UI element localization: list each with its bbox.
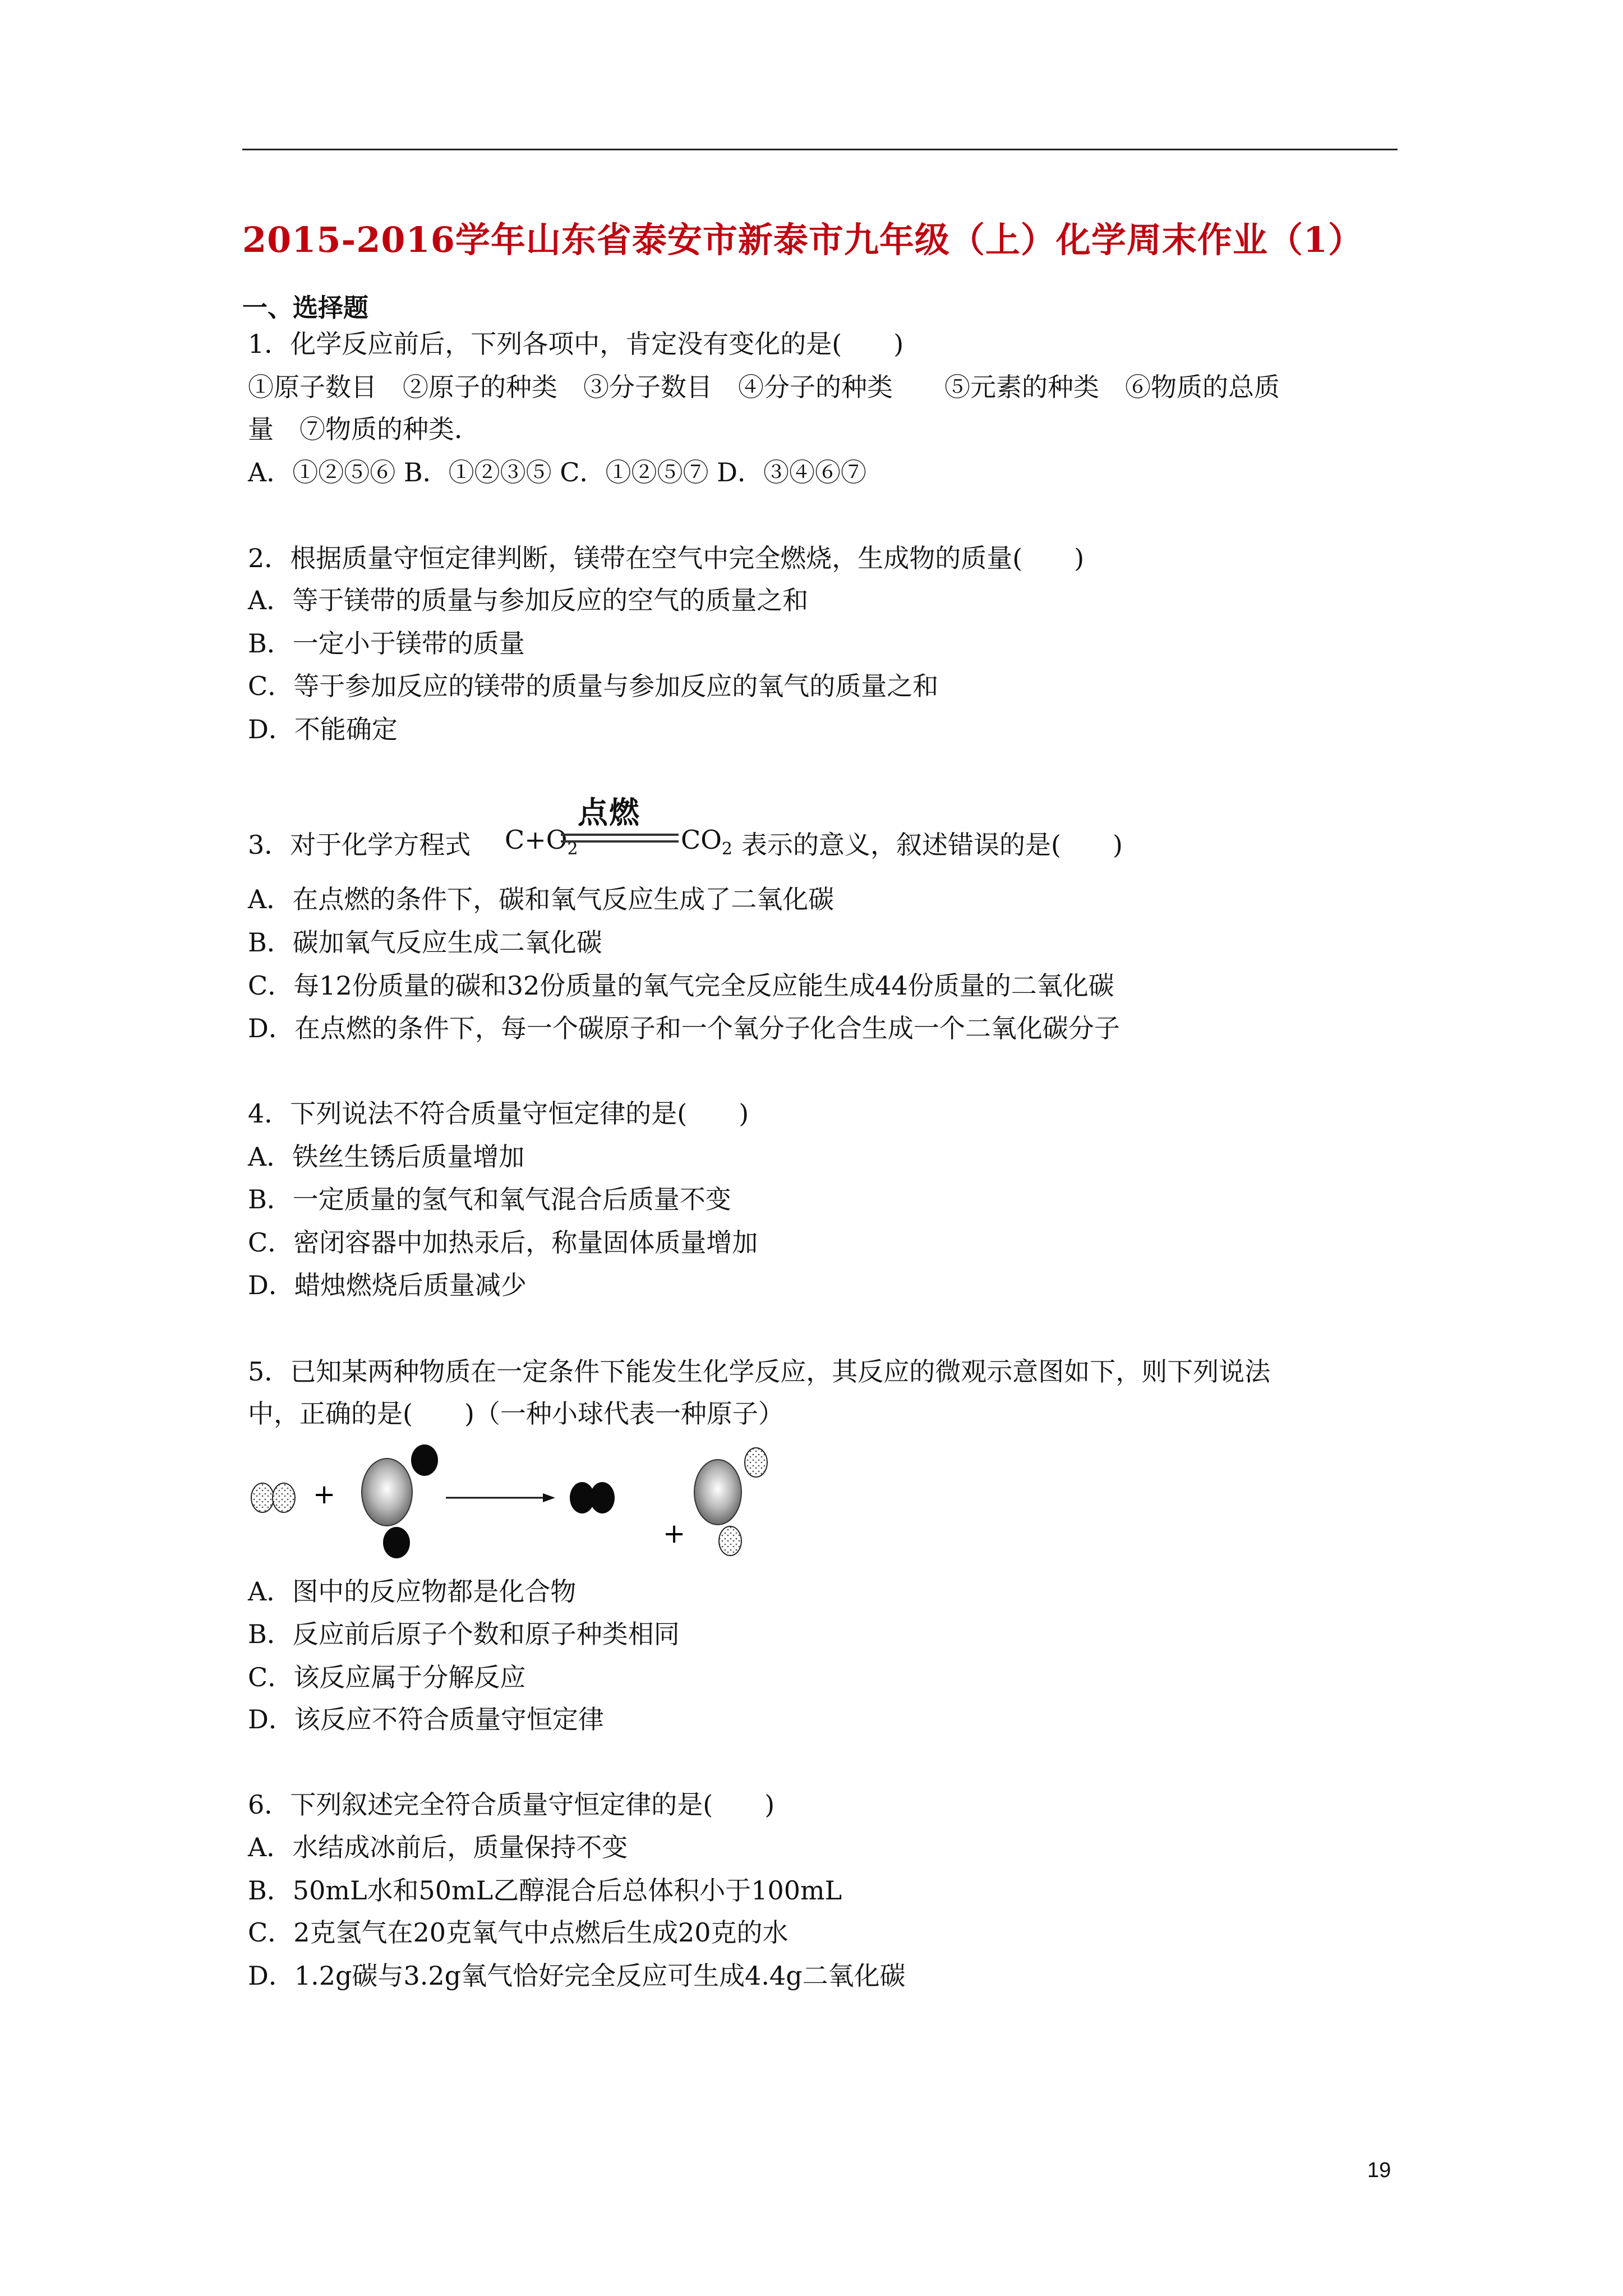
question-6-stem: 6．下列叙述完全符合质量守恒定律的是( ) <box>248 1789 775 1820</box>
question-2-option-a: A．等于镁带的质量与参加反应的空气的质量之和 <box>248 585 809 615</box>
equation-product: $CO_2$ <box>681 825 733 859</box>
question-4-option-d: D．蜡烛燃烧后质量减少 <box>248 1270 527 1300</box>
question-5-option-d: D．该反应不符合质量守恒定律 <box>248 1704 604 1734</box>
question-3-option-d: D．在点燃的条件下，每一个碳原子和一个氧分子化合生成一个二氧化碳分子 <box>248 1013 1120 1043</box>
question-1-items-line-1: ①原子数目 ②原子的种类 ③分子数目 ④分子的种类 ⑤元素的种类 ⑥物质的总质 <box>248 372 1280 402</box>
question-5-option-c: C．该反应属于分解反应 <box>248 1662 526 1692</box>
question-3-option-c: C．每12份质量的碳和32份质量的氧气完全反应能生成44份质量的二氧化碳 <box>248 970 1114 1001</box>
question-3-option-b: B．碳加氧气反应生成二氧化碳 <box>248 927 602 958</box>
product-grey-dotted-molecule <box>694 1448 767 1556</box>
page-title: 2015-2016学年山东省泰安市新泰市九年级（上）化学周末作业（1） <box>242 219 1363 260</box>
header-rule <box>242 149 1398 150</box>
question-6-option-b: B．50mL水和50mL乙醇混合后总体积小于100mL <box>248 1875 842 1906</box>
plus-sign-1: + <box>313 1479 336 1510</box>
question-5-stem-line-1: 5．已知某两种物质在一定条件下能发生化学反应，其反应的微观示意图如下，则下列说法 <box>248 1356 1271 1387</box>
question-5-option-b: B．反应前后原子个数和原子种类相同 <box>248 1619 680 1649</box>
reactant-grey-black-molecule <box>362 1444 438 1558</box>
question-3-suffix: 表示的意义，叙述错误的是( ) <box>741 830 1123 860</box>
equation-double-bar-top <box>561 834 679 836</box>
question-1-items-line-2: 量 ⑦物质的种类． <box>248 414 480 444</box>
question-1-stem: 1．化学反应前后，下列各项中，肯定没有变化的是( ) <box>248 329 904 359</box>
question-1-options: A．①②⑤⑥ B．①②③⑤ C．①②⑤⑦ D．③④⑥⑦ <box>248 457 866 487</box>
question-4-option-a: A．铁丝生锈后质量增加 <box>248 1142 525 1172</box>
reactant-dotted-molecule <box>251 1483 295 1512</box>
section-heading: 一、选择题 <box>242 293 369 323</box>
question-4-option-b: B．一定质量的氢气和氧气混合后质量不变 <box>248 1184 731 1214</box>
question-5-option-a: A．图中的反应物都是化合物 <box>248 1576 577 1607</box>
plus-sign-2: + <box>663 1518 686 1549</box>
question-2-stem: 2．根据质量守恒定律判断，镁带在空气中完全燃烧，生成物的质量( ) <box>248 543 1085 573</box>
question-3-stem <box>248 789 1201 860</box>
question-2-option-b: B．一定小于镁带的质量 <box>248 628 525 659</box>
question-2-option-d: D．不能确定 <box>248 714 398 744</box>
question-5-stem-line-2: 中，正确的是( )（一种小球代表一种原子） <box>248 1398 784 1429</box>
question-6-option-d: D．1.2g碳与3.2g氧气恰好完全反应可生成4.4g二氧化碳 <box>248 1961 906 1991</box>
question-3-prefix: 3．对于化学方程式 <box>248 830 471 860</box>
question-3-option-a: A．在点燃的条件下，碳和氧气反应生成了二氧化碳 <box>248 884 834 914</box>
product-black-molecule <box>570 1482 615 1513</box>
question-4-stem: 4．下列说法不符合质量守恒定律的是( ) <box>248 1098 749 1129</box>
question-6-option-a: A．水结成冰前后，质量保持不变 <box>248 1832 628 1862</box>
reaction-micro-diagram <box>247 1436 785 1571</box>
reaction-arrow <box>446 1493 555 1502</box>
question-2-option-c: C．等于参加反应的镁带的质量与参加反应的氧气的质量之和 <box>248 671 939 701</box>
page-number: 19 <box>1367 2159 1391 2182</box>
question-4-option-c: C．密闭容器中加热汞后，称量固体质量增加 <box>248 1227 758 1258</box>
question-6-option-c: C．2克氢气在20克氧气中点燃后生成20克的水 <box>248 1917 789 1948</box>
equation-condition: 点燃 <box>578 795 640 830</box>
equation-reactants: $C+O_2$ <box>505 825 578 859</box>
equation-double-bar-bottom <box>561 840 679 843</box>
